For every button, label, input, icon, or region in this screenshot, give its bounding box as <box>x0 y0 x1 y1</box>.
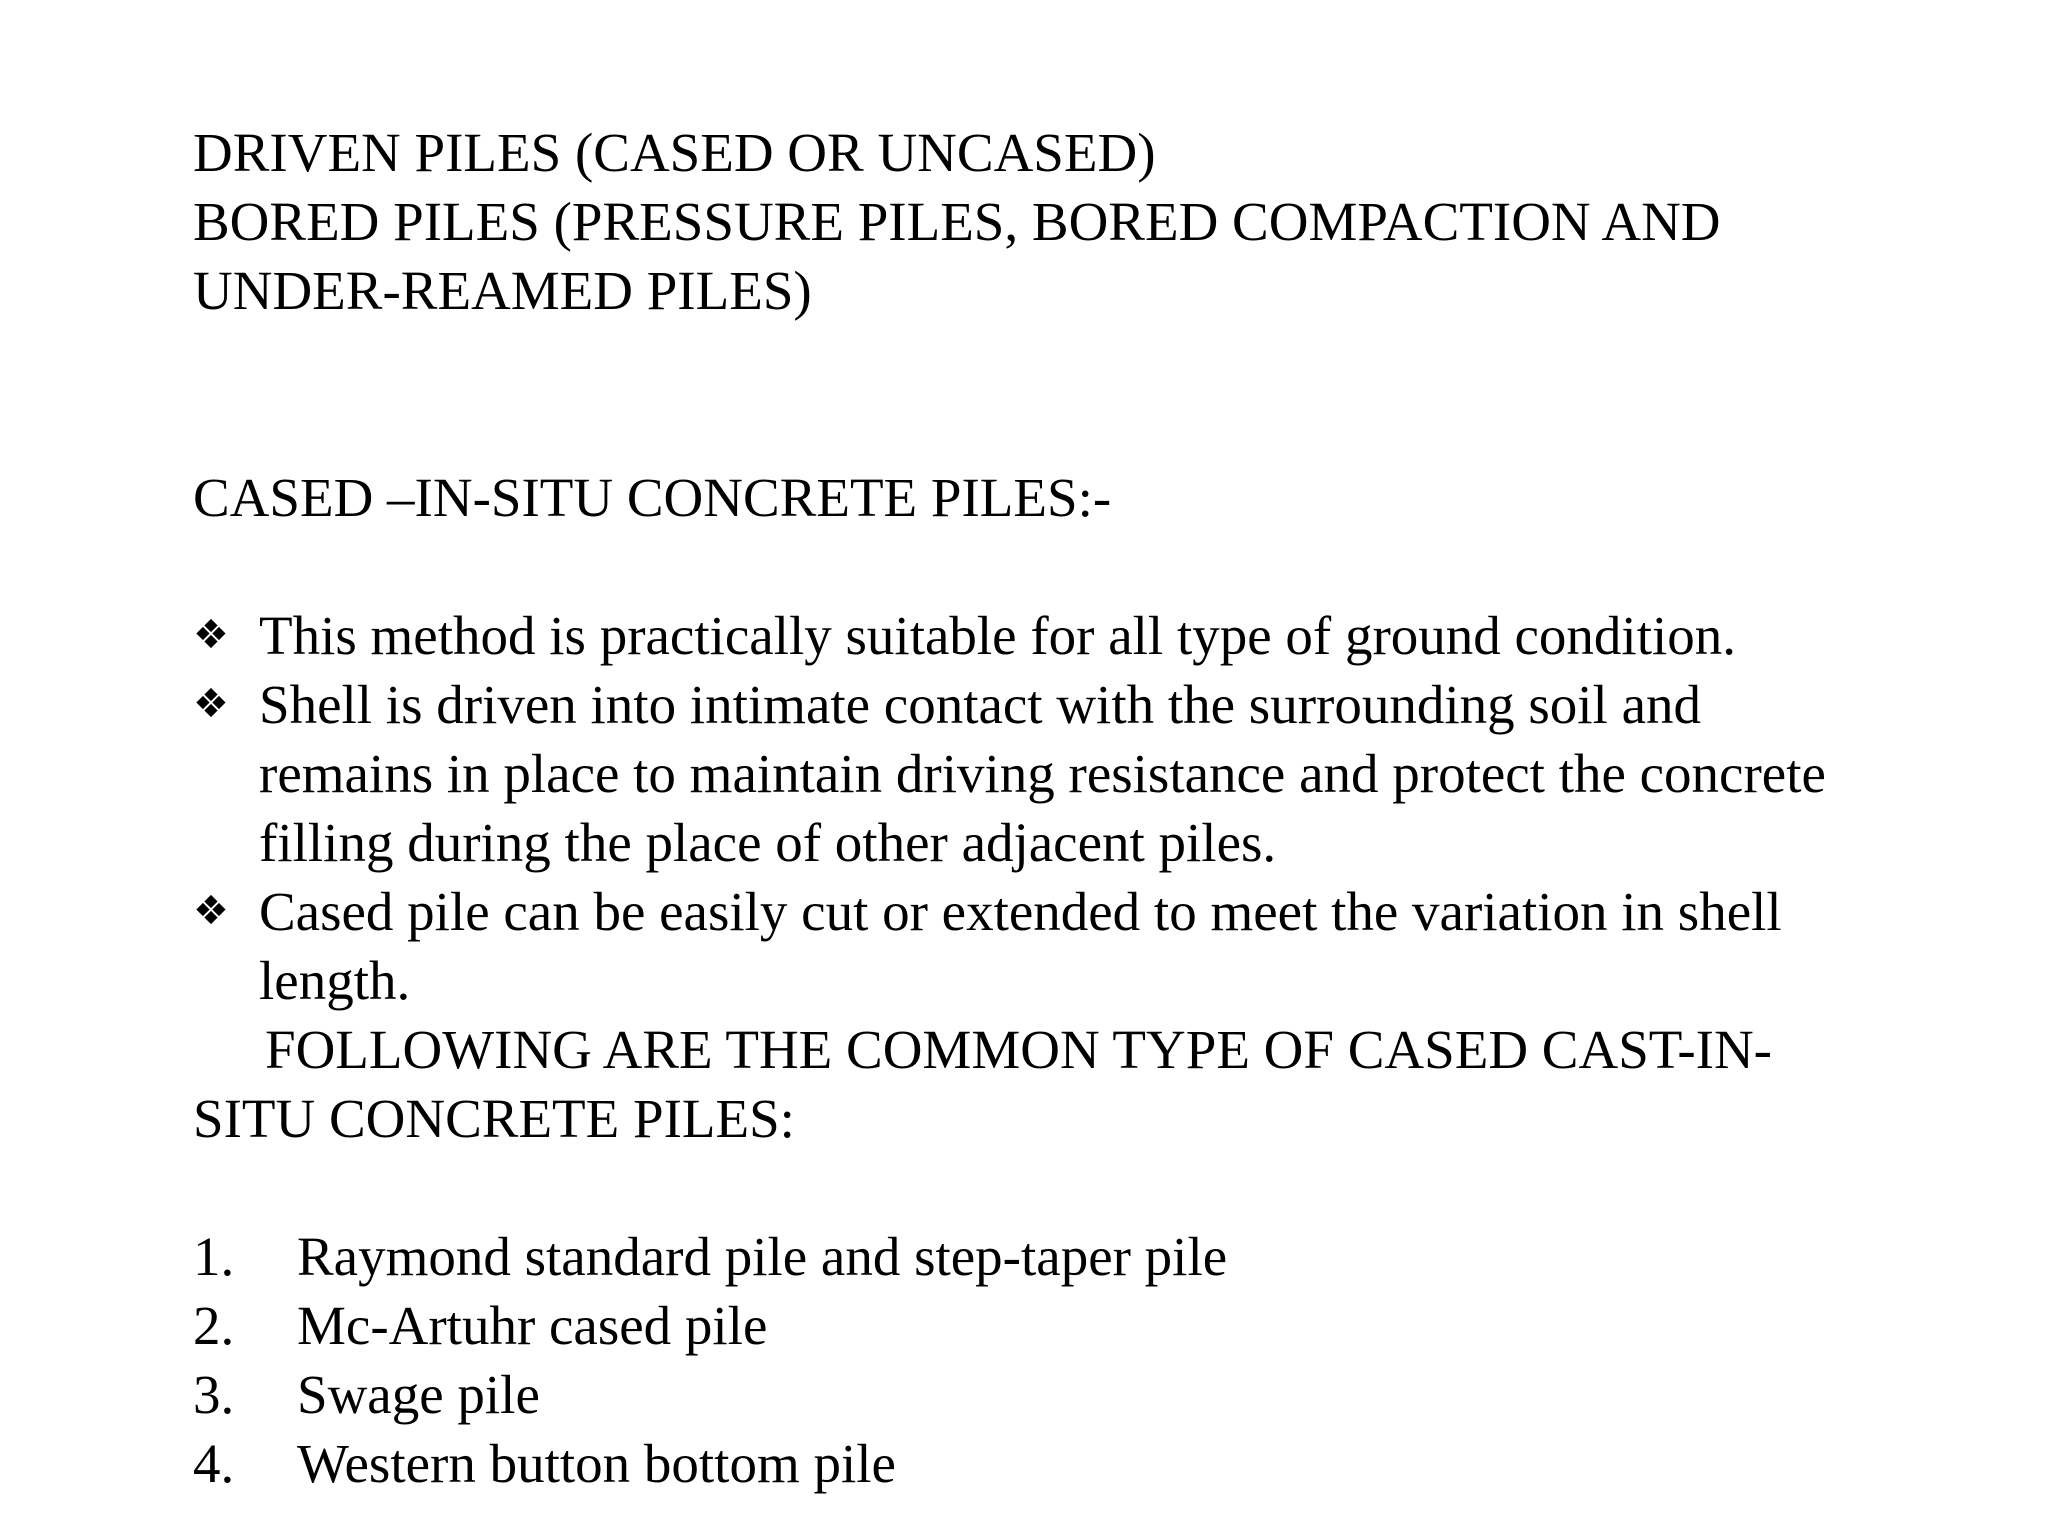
bullet-item <box>193 601 1943 670</box>
list-text: Swage pile <box>297 1364 540 1425</box>
list-item <box>193 1360 1943 1429</box>
section-title: CASED –IN-SITU CONCRETE PILES:- <box>193 467 1112 528</box>
list-text: Mc-Artuhr cased pile <box>297 1295 768 1356</box>
heading-line-3: UNDER-REAMED PILES) <box>193 260 812 321</box>
list-number: 1. <box>193 1226 235 1287</box>
diamond-fourpetal-icon: ❖ <box>193 681 229 727</box>
following-heading-line-2: SITU CONCRETE PILES: <box>193 1088 795 1149</box>
bullet-item <box>193 670 1943 877</box>
list-text: Raymond standard pile and step-taper pile <box>297 1226 1228 1287</box>
list-item <box>193 1429 1943 1498</box>
bullet-text: length. <box>259 950 411 1011</box>
bullet-text: Cased pile can be easily cut or extended to meet the variation in shell <box>259 881 1782 942</box>
heading-line-2: BORED PILES (PRESSURE PILES, BORED COMPACTION AND <box>193 191 1721 252</box>
list-number: 2. <box>193 1295 235 1356</box>
bullet-text: This method is practically suitable for all type of ground condition. <box>259 605 1737 666</box>
bullet-text: remains in place to maintain driving resistance and protect the concrete <box>259 743 1826 804</box>
heading-line-1: DRIVEN PILES (CASED OR UNCASED) <box>193 122 1156 183</box>
bullet-text: filling during the place of other adjacent piles. <box>259 812 1277 873</box>
diamond-fourpetal-icon: ❖ <box>193 888 229 934</box>
list-item <box>193 1291 1943 1360</box>
diamond-fourpetal-icon: ❖ <box>193 612 229 658</box>
slide-content <box>193 118 1943 1498</box>
following-heading-line-1: FOLLOWING ARE THE COMMON TYPE OF CASED CAST-IN- <box>265 1019 1772 1080</box>
list-number: 3. <box>193 1364 235 1425</box>
list-item <box>193 1222 1943 1291</box>
list-number: 4. <box>193 1433 235 1494</box>
bullet-item <box>193 877 1943 1015</box>
bullet-text: Shell is driven into intimate contact with the surrounding soil and <box>259 674 1702 735</box>
list-text: Western button bottom pile <box>297 1433 896 1494</box>
